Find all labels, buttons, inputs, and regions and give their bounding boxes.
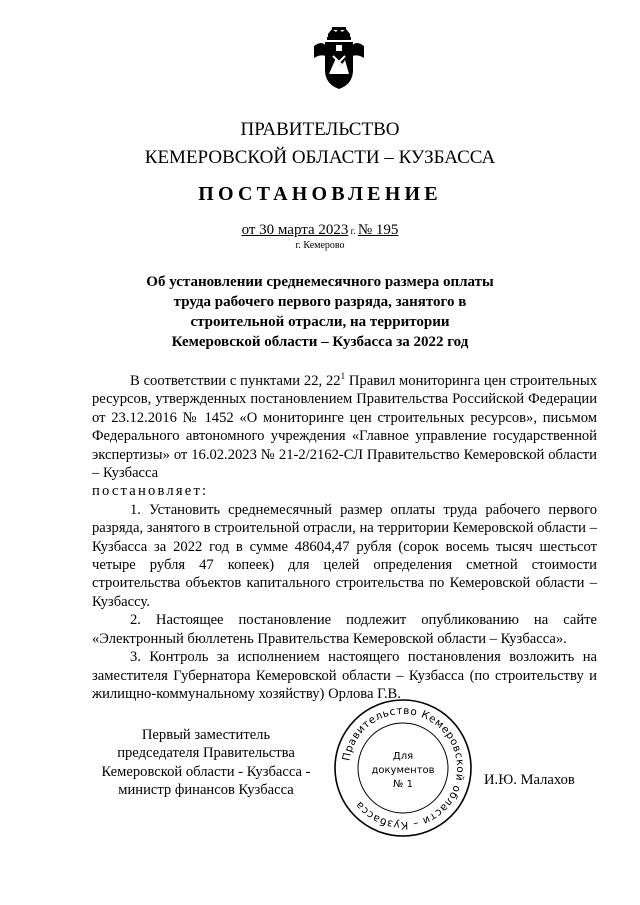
signatory-title — [88, 726, 324, 800]
preamble-text-cont: Правил мониторинга цен строительных ресурсов, утвержденных постановлением Правительства Российской Федерации от 23.12.2016 № 1452 «О мониторинге цен строительных ресурсов», письмом Федерального автономного учреждения «Главное управление государственной экспертизы» от 16.02.2023 № 21-2/2162-СЛ Правительство Кемеровской области – Кузбасса — [92, 373, 597, 482]
number-sign: № — [357, 222, 376, 238]
stamp-center-line: документов — [371, 765, 435, 776]
document-body — [92, 372, 597, 703]
date-number-line — [0, 222, 640, 239]
title-line: Кемеровской области – Кузбасса за 2022 год — [171, 334, 469, 350]
signatory-title-line: Первый заместитель — [141, 727, 271, 743]
resolves-word — [92, 482, 597, 500]
item-2: 2. Настоящее постановление подлежит опубликованию на сайте «Электронный бюллетень Правительства Кемеровской области – Кузбасса». — [92, 612, 597, 647]
year-abbr: г. — [348, 226, 358, 236]
item-1: 1. Установить среднемесячный размер оплаты труда рабочего первого разряда, занятого в строительной отрасли, на территории Кемеровской области – Кузбасса за 2022 год в сумме 48604,47 рубля (сорок восемь тысяч шестьсот четыре рубля 47 копеек) для целей определения сметной стоимости строительства объектов капитального строительства по Кемеровской области – Кузбассу. — [92, 501, 597, 610]
signatory-title-line: председателя Правительства — [117, 745, 295, 762]
title-line: строительной отрасли, на территории — [190, 314, 450, 330]
stamp-center-line: № 1 — [393, 779, 413, 790]
title-line: Об установлении среднемесячного размера оплаты — [146, 274, 494, 290]
document-type: ПОСТАНОВЛЕНИЕ — [198, 183, 442, 205]
stamp-center-line: Для — [392, 751, 414, 762]
document-number: 195 — [375, 222, 399, 238]
stamp-ring-text: Правительство Кемеровской области – Кузбасса — [340, 704, 467, 832]
document-title — [0, 272, 640, 352]
signatory-name: И.Ю. Малахов — [484, 772, 575, 788]
title-line: труда рабочего первого разряда, занятого в — [173, 294, 467, 310]
preamble-paragraph — [92, 372, 597, 482]
official-stamp — [330, 695, 476, 841]
city: г. Кемерово — [295, 240, 345, 251]
signatory-title-line: министр финансов Кузбасса — [118, 782, 294, 799]
signatory-title-line: Кемеровской области - Кузбасса - — [101, 763, 311, 780]
preamble-text: В соответствии с пунктами 22, 22 — [130, 373, 341, 389]
item-3: 3. Контроль за исполнением настоящего постановления возложить на заместителя Губернатора Кемеровской области – Кузбасса (по строительству и жилищно-коммунальному хозяйству) Орлова Г.В. — [92, 649, 597, 702]
date-prefix: от — [241, 222, 260, 238]
document-date: 30 марта 2023 — [259, 222, 349, 238]
government-name-line-1: ПРАВИТЕЛЬСТВО — [240, 119, 400, 140]
resolves-text: постановляет: — [92, 483, 209, 500]
coat-of-arms-icon — [312, 26, 366, 92]
preamble-superscript: 1 — [340, 371, 346, 382]
government-name-line-2: КЕМЕРОВСКОЙ ОБЛАСТИ – КУЗБАССА — [144, 147, 496, 168]
